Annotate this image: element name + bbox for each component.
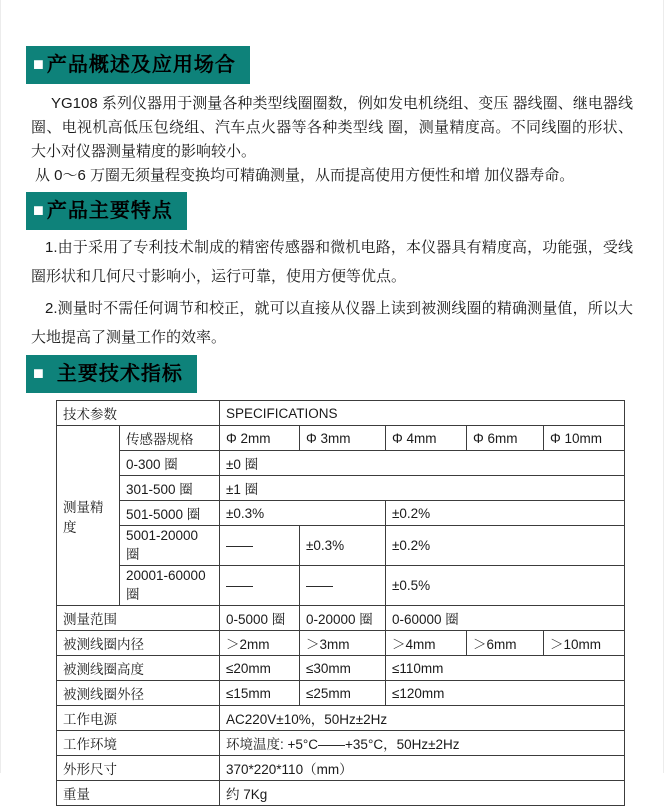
section-header-overview-text: 产品概述及应用场合 [46, 54, 236, 76]
spec-value-cell: —— [220, 526, 300, 566]
range-label-cell: 20001-60000 圈 [120, 566, 220, 606]
spec-value-cell: ±0.5% [386, 566, 625, 606]
spec-value-cell: ±0.2% [386, 526, 625, 566]
table-row [57, 526, 625, 566]
spec-value-cell: ≤120mm [386, 681, 625, 706]
range-label-cell: 301-500 圈 [120, 476, 220, 501]
overview-paragraph-1: YG108 系列仪器用于测量各种类型线圈圈数，例如发电机绕组、变压 器线圈、继电器线圈、电视机高低压包绕组、汽车点火器等各种类型线 圈，测量精度高。不同线圈的形状、大小对仪器测量精度的影响较小。 [31, 95, 633, 160]
spec-value-cell: —— [300, 566, 386, 606]
spec-table [56, 400, 625, 806]
section-header-features [26, 192, 187, 230]
spec-value-cell: ≤15mm [220, 681, 300, 706]
table-row [57, 681, 625, 706]
sensor-size-header-cell: Φ 4mm [386, 426, 467, 451]
spec-value-cell: ＞6mm [467, 631, 544, 656]
param-label-cell: 工作环境 [57, 731, 220, 756]
spec-value-cell: ≤110mm [386, 656, 625, 681]
feature-paragraph-2: 2.测量时不需任何调节和校正，就可以直接从仪器上读到被测线圈的精确测量值，所以大大地提高了测量工作的效率。 [31, 300, 633, 346]
section-header-specs [26, 355, 197, 393]
spec-value-cell: ≤25mm [300, 681, 386, 706]
param-label-cell: 测量范围 [57, 606, 220, 631]
table-row [57, 566, 625, 606]
spec-value-cell: SPECIFICATIONS [220, 401, 625, 426]
spec-value-cell: AC220V±10%，50Hz±2Hz [220, 706, 625, 731]
spec-value-cell: ±1 圈 [220, 476, 625, 501]
table-row [57, 781, 625, 806]
table-row [57, 476, 625, 501]
section-header-overview [26, 46, 250, 84]
feature-paragraph-1: 1.由于采用了专利技术制成的精密传感器和微机电路，本仪器具有精度高，功能强，受线圈形状和几何尺寸影响小，运行可靠，使用方便等优点。 [31, 239, 633, 285]
table-row [57, 731, 625, 756]
table-row [57, 606, 625, 631]
spec-value-cell: ≤20mm [220, 656, 300, 681]
sensor-size-header-cell: Φ 6mm [467, 426, 544, 451]
range-label-cell: 501-5000 圈 [120, 501, 220, 526]
spec-value-cell: ＞10mm [544, 631, 625, 656]
spec-value-cell: 0-20000 圈 [300, 606, 386, 631]
section-header-specs-text: 主要技术指标 [56, 363, 183, 385]
spec-value-cell: ＞3mm [300, 631, 386, 656]
square-bullet-icon: ■ [33, 363, 45, 383]
square-bullet-icon: ■ [33, 54, 45, 74]
sensor-size-header-cell: Φ 3mm [300, 426, 386, 451]
table-row [57, 756, 625, 781]
table-row [57, 501, 625, 526]
document-page [31, 46, 633, 806]
spec-value-cell: —— [220, 566, 300, 606]
sensor-size-header-cell: Φ 2mm [220, 426, 300, 451]
table-row [57, 426, 625, 451]
param-label-cell: 被测线圈外径 [57, 681, 220, 706]
spec-value-cell: 0-5000 圈 [220, 606, 300, 631]
spec-value-cell: 约 7Kg [220, 781, 625, 806]
spec-value-cell: ±0 圈 [220, 451, 625, 476]
param-label-cell: 技术参数 [57, 401, 220, 426]
range-label-cell: 5001-20000 圈 [120, 526, 220, 566]
spec-value-cell: 0-60000 圈 [386, 606, 625, 631]
table-row [57, 706, 625, 731]
section-header-features-text: 产品主要特点 [46, 200, 173, 222]
spec-value-cell: ＞2mm [220, 631, 300, 656]
spec-value-cell: ±0.3% [300, 526, 386, 566]
overview-paragraph-2: 从 0～6 万圈无须量程变换均可精确测量，从而提高使用方便性和增 加仪器寿命。 [35, 167, 575, 184]
param-label-cell: 传感器规格 [120, 426, 220, 451]
square-bullet-icon: ■ [33, 200, 45, 220]
param-label-cell: 重量 [57, 781, 220, 806]
spec-value-cell: ≤30mm [300, 656, 386, 681]
spec-value-cell: ±0.2% [386, 501, 625, 526]
table-row [57, 631, 625, 656]
spec-value-cell: ＞4mm [386, 631, 467, 656]
param-label-cell: 被测线圈内径 [57, 631, 220, 656]
spec-value-cell: 370*220*110（mm） [220, 756, 625, 781]
param-label-cell: 外形尺寸 [57, 756, 220, 781]
range-label-cell: 0-300 圈 [120, 451, 220, 476]
table-row [57, 656, 625, 681]
param-label-cell: 工作电源 [57, 706, 220, 731]
sensor-size-header-cell: Φ 10mm [544, 426, 625, 451]
table-row [57, 401, 625, 426]
spec-value-cell: 环境温度: +5°C——+35°C，50Hz±2Hz [220, 731, 625, 756]
table-row [57, 451, 625, 476]
spec-value-cell: ±0.3% [220, 501, 386, 526]
param-label-cell: 测量精度 [57, 426, 120, 606]
param-label-cell: 被测线圈高度 [57, 656, 220, 681]
